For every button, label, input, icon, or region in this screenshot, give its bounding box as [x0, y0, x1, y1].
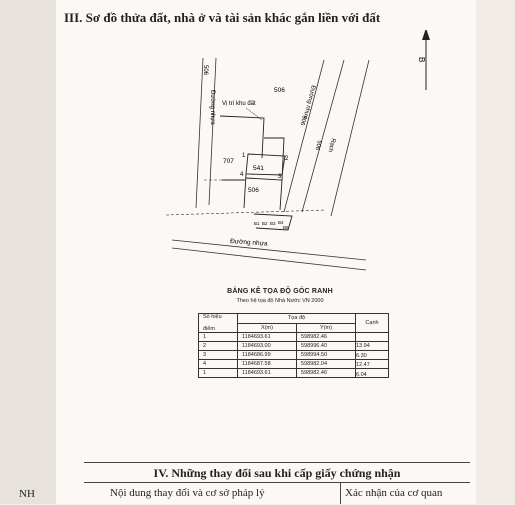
section4-col-confirm: Xác nhận của cơ quan [345, 487, 443, 499]
coords-header-y: Y(m) [297, 323, 356, 333]
section4-col-content: Nội dung thay đổi và cơ sở pháp lý [110, 487, 265, 499]
margin-text: NH [19, 488, 35, 500]
table-row: 2 1184693.00 598996.40 [199, 342, 389, 351]
table-row: 4 1184687.58 598982.04 [199, 360, 389, 369]
edge-length: 6.30 [356, 352, 367, 359]
parcel-707: 707 [223, 158, 234, 165]
vertex-2: 2 [285, 156, 289, 162]
edge-lengths [356, 342, 370, 380]
canal [331, 60, 369, 216]
coords-header-x: X(m) [238, 323, 297, 333]
coords-header-id: Số hiệu điểm [199, 314, 238, 333]
point-b5: B5 [283, 225, 289, 230]
parcel-541: 541 [253, 165, 264, 172]
coords-title: BẢNG KÊ TỌA ĐỘ GÓC RANH [227, 288, 333, 295]
road-right-num1: 506 [298, 114, 307, 126]
point-b2: B2 [262, 221, 268, 226]
vertex-3: 3 [278, 174, 282, 180]
parcel-map [56, 30, 476, 280]
section3-heading: III. Sơ đồ thửa đất, nhà ở và tài sản khác gắn liền với đất [64, 10, 381, 25]
coords-header-edge: Cạnh [356, 314, 389, 333]
table-row: 1 1184693.61 598982.46 [199, 369, 389, 378]
vertex-1: 1 [242, 153, 246, 159]
section4-divider [340, 482, 341, 504]
edge-length: 6.04 [356, 371, 367, 378]
parcel-outlines [220, 116, 292, 230]
section4-title: IV. Những thay đổi sau khi cấp giấy chứng nhận [153, 466, 401, 480]
point-b3: B3 [270, 221, 276, 226]
left-page-edge [0, 0, 56, 504]
point-b1: B1 [254, 221, 260, 226]
parcel-506-top: 506 [274, 87, 285, 94]
edge-length: 12.47 [356, 362, 370, 368]
road-right-num2: 506 [313, 139, 322, 151]
parcel-506-low: 506 [248, 187, 259, 194]
point-b4: B4 [278, 220, 284, 225]
road-right-label: Đường nhựa [301, 84, 316, 120]
road-right [284, 60, 344, 212]
road-left-num: 506 [202, 65, 208, 76]
table-row: 1 1184693.61 598982.46 [199, 333, 389, 342]
road-left-label: Đường nhựa [209, 90, 215, 125]
coords-subtitle: Theo hệ tọa độ Nhà Nước VN 2000 [236, 298, 324, 304]
vertex-4: 4 [240, 172, 244, 178]
location-label: Vị trí khu đất [222, 101, 256, 107]
road-left [196, 58, 216, 208]
road-bottom-label: Đường nhựa [229, 238, 268, 248]
coords-header-toado: Tọa độ [238, 314, 356, 324]
edge-length: 13.94 [356, 343, 370, 349]
north-label: B [417, 57, 426, 63]
road-bottom [172, 240, 366, 270]
table-row: 3 1184686.99 598994.50 [199, 351, 389, 360]
canal-label: Rạch [326, 137, 336, 153]
right-page-edge [476, 0, 515, 504]
dashed-boundary [166, 180, 326, 215]
